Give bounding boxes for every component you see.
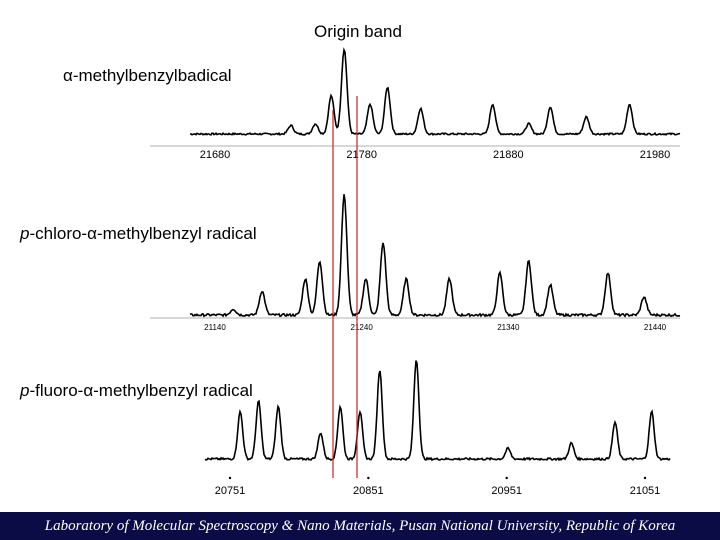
x-tick-label: 21980 (639, 149, 671, 161)
x-tick-label: 21440 (643, 323, 667, 332)
tick-dot (505, 477, 507, 479)
tick-dot (644, 477, 646, 479)
spectrum-label-1: α-methylbenzylbadical (63, 66, 232, 85)
x-tick-label: 21051 (629, 485, 661, 497)
x-tick-label: 21780 (346, 149, 377, 161)
footer-banner: Laboratory of Molecular Spectroscopy & Nano Materials, Pusan National University, Republic of Korea (0, 512, 720, 540)
label-text: -chloro-α-methylbenzyl radical (29, 224, 257, 243)
x-tick-label: 21880 (493, 149, 524, 161)
x-tick-label: 20751 (214, 485, 246, 497)
x-tick-label: 21340 (497, 323, 520, 332)
x-tick-label: 20951 (491, 485, 522, 497)
tick-dot (367, 477, 369, 479)
x-tick-label: 21680 (199, 149, 231, 161)
spectrum-line-1 (190, 50, 680, 135)
title-origin-band: Origin band (314, 22, 402, 41)
x-tick-label: 20851 (353, 485, 384, 497)
spectrum-line-2 (190, 194, 680, 316)
label-prefix: p (20, 224, 30, 243)
label-text: -fluoro-α-methylbenzyl radical (29, 381, 253, 400)
x-tick-label: 21240 (350, 323, 373, 332)
label-prefix: p (20, 381, 30, 400)
spectrum-line-3 (205, 361, 670, 460)
tick-dot (229, 477, 231, 479)
x-tick-label: 21140 (204, 323, 226, 332)
